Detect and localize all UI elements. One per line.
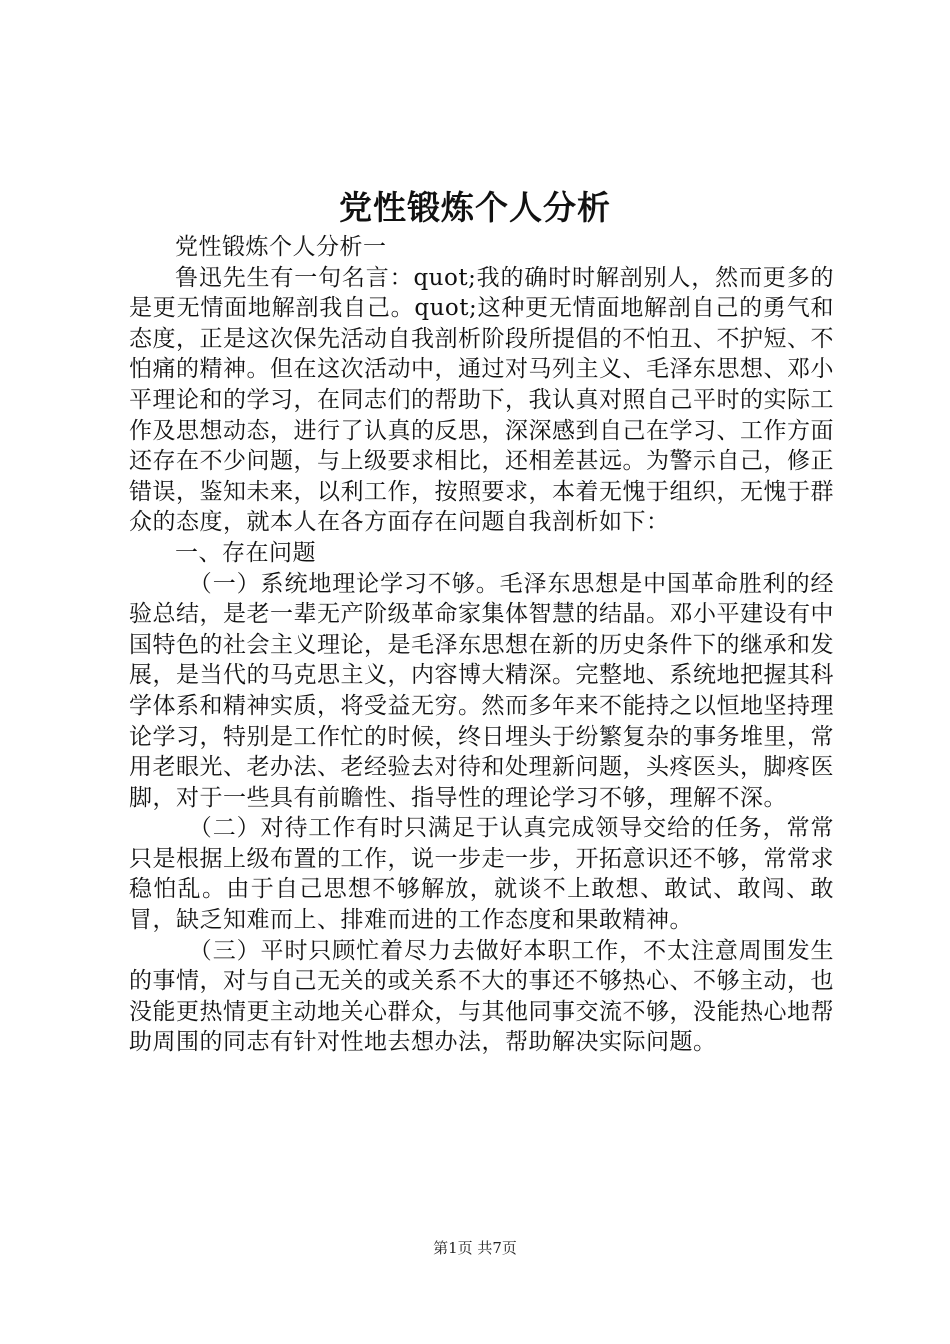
body-paragraph: （二）对待工作有时只满足于认真完成领导交给的任务，常常只是根据上级布置的工作，说一步走一步，开拓意识还不够，常常求稳怕乱。由于自己思想不够解放，就谈不上敢想、敢试、敢闯、敢冒，缺乏知难而上、排难而进的工作态度和果敢精神。 (129, 815, 834, 934)
page-number-footer: 第1页 共7页 (433, 1239, 517, 1257)
section-heading: 党性锻炼个人分析一 (175, 234, 387, 260)
body-paragraph: 鲁迅先生有一句名言：quot;我的确时时解剖别人，然而更多的是更无情面地解剖我自己。quot;这种更无情面地解剖自己的勇气和态度，正是这次保先活动自我剖析阶段所提倡的不怕丑、不护短、不怕痛的精神。但在这次活动中，通过对马列主义、毛泽东思想、邓小平理论和的学习，在同志们的帮助下，我认真对照自己平时的实际工作及思想动态，进行了认真的反思，深深感到自己在学习、工作方面还存在不少问题，与上级要求相比，还相差甚远。为警示自己，修正错误，鉴知未来，以利工作，按照要求，本着无愧于组织，无愧于群众的态度，就本人在各方面存在问题自我剖析如下： (129, 264, 834, 536)
document-body (129, 232, 834, 1058)
document-title: 党性锻炼个人分析 (339, 188, 611, 227)
body-paragraph: （三）平时只顾忙着尽力去做好本职工作，不太注意周围发生的事情，对与自己无关的或关系不大的事还不够热心、不够主动，也没能更热情更主动地关心群众，与其他同事交流不够，没能热心地帮助周围的同志有针对性地去想办法，帮助解决实际问题。 (129, 937, 834, 1056)
section-heading: 一、存在问题 (175, 539, 316, 566)
body-paragraph: （一）系统地理论学习不够。毛泽东思想是中国革命胜利的经验总结，是老一辈无产阶级革命家集体智慧的结晶。邓小平建设有中国特色的社会主义理论，是毛泽东思想在新的历史条件下的继承和发展，是当代的马克思主义，内容博大精深。完整地、系统地把握其科学体系和精神实质，将受益无穷。然而多年来不能持之以恒地坚持理论学习，特别是工作忙的时候，终日埋头于纷繁复杂的事务堆里，常用老眼光、老办法、老经验去对待和处理新问题，头疼医头，脚疼医脚，对于一些具有前瞻性、指导性的理论学习不够，理解不深。 (129, 570, 834, 811)
